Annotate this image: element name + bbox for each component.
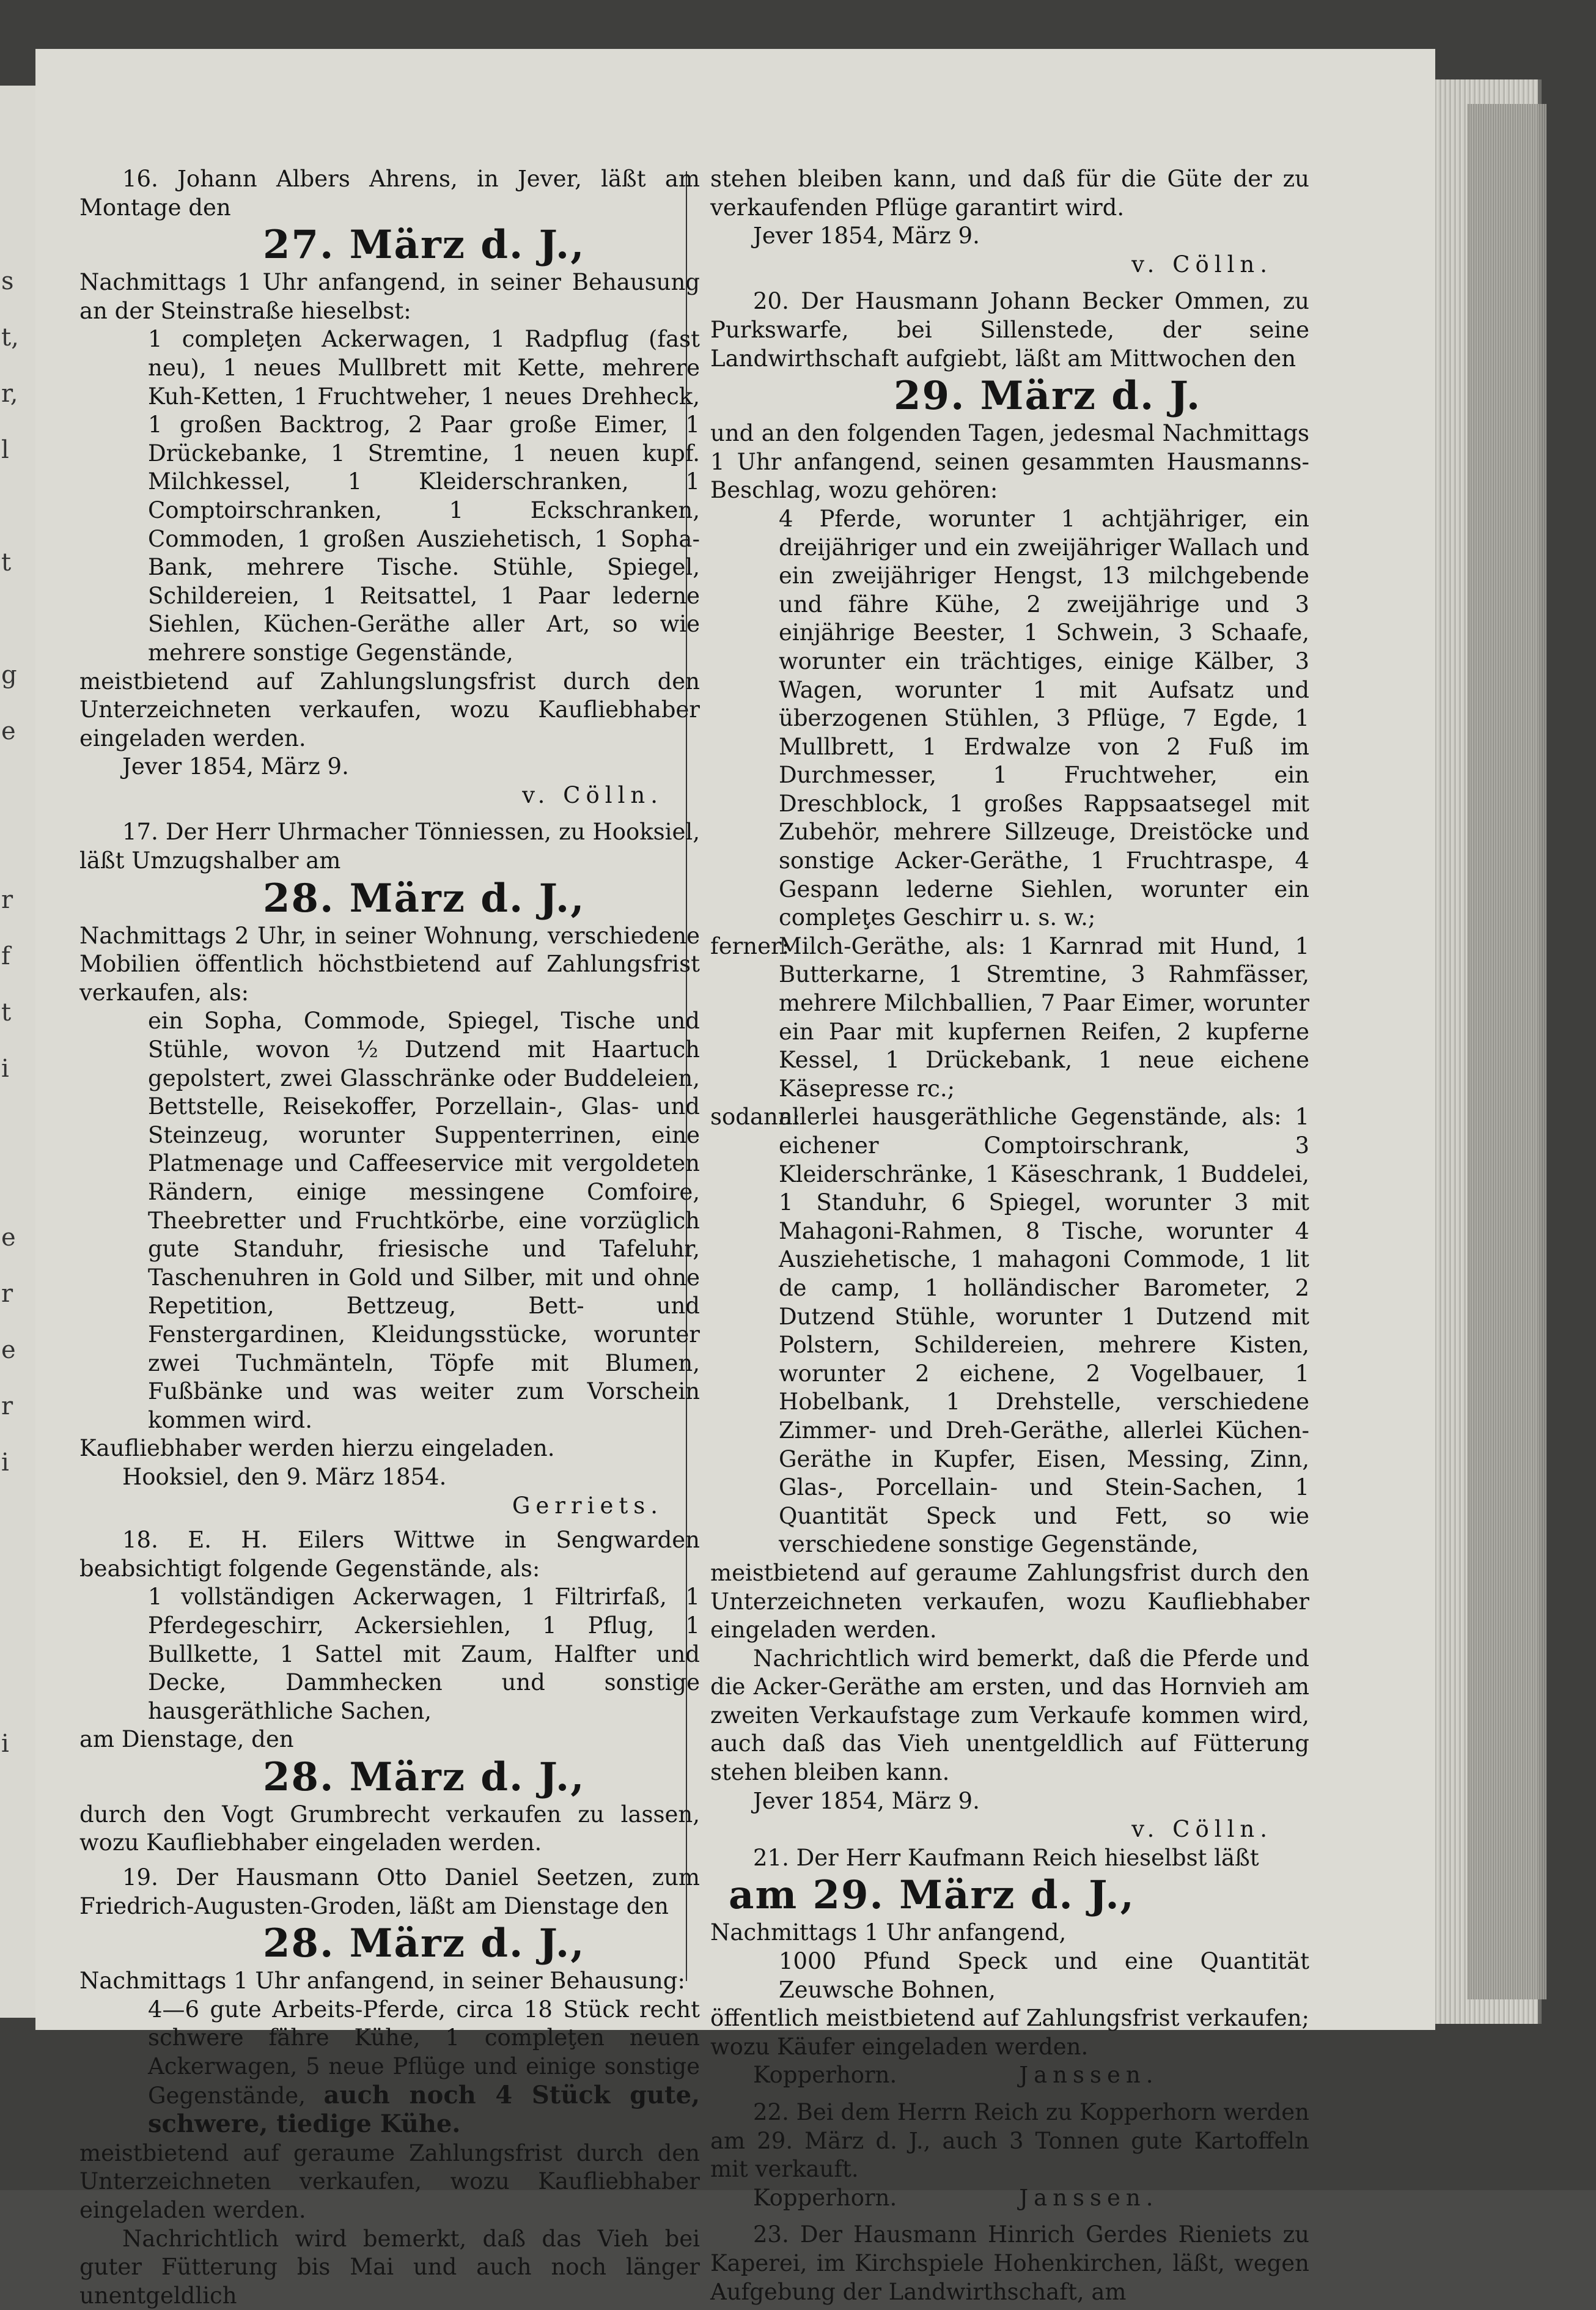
notice-17-body: Nachmittags 2 Uhr, in seiner Wohnung, verschiedene Mobilien öffentlich höchstbietend auf Zahlungsfrist verkaufen, als: bbox=[79, 922, 700, 1006]
notice-21-signature: Janssen. bbox=[1019, 2062, 1159, 2089]
left-page-strip bbox=[0, 86, 35, 2018]
notice-17-signature: Gerriets. bbox=[512, 1492, 663, 1519]
notice-22-place-text: Kopperhorn. bbox=[753, 2184, 897, 2211]
notice-23-text: 23. Der Hausmann Hinrich Gerdes Rieniets zu Kaperei, im Kirchspiele Hohenkirchen, läßt, wegen Aufgebung der Landwirthschaft, am bbox=[710, 2221, 1309, 2305]
notice-20-label-ferner: ferner: bbox=[710, 932, 790, 959]
left-margin-fragment: t bbox=[1, 998, 12, 1027]
left-margin-fragment: r bbox=[1, 1280, 13, 1308]
notice-22-text: 22. Bei dem Herrn Reich zu Kopperhorn werden am 29. März d. J., auch 3 Tonnen gute Kartoffeln mit verkauft. bbox=[710, 2099, 1309, 2183]
notice-21-place bbox=[710, 2061, 1309, 2090]
notice-19-cont-text: stehen bleiben kann, und daß für die Güte der zu verkaufenden Pflüge garantirt wird. bbox=[710, 166, 1309, 221]
notice-17 bbox=[79, 818, 700, 1520]
notice-22-place bbox=[710, 2184, 1309, 2213]
notice-20-date: 29. März d. J. bbox=[894, 373, 1202, 419]
left-margin-fragment: i bbox=[1, 1730, 9, 1758]
left-margin-fragment: t, bbox=[1, 323, 19, 352]
notice-22 bbox=[710, 2098, 1309, 2212]
left-margin-fragments bbox=[1, 263, 32, 1782]
notice-18-pre: am Dienstage, den bbox=[79, 1726, 294, 1753]
notice-19-continued bbox=[710, 165, 1309, 279]
notice-20-note: Nachrichtlich wird bemerkt, daß die Pferde und die Acker-Geräthe am ersten, und das Hornvieh am zweiten Verkaufstage zum Verkaufe kommen wird, auch daß das Vieh unentgeldlich auf Fütterung stehen bleiben kann. bbox=[710, 1645, 1309, 1786]
notice-20-items-3 bbox=[710, 1103, 1309, 1559]
notice-19 bbox=[79, 1864, 700, 2310]
left-margin-fragment bbox=[1, 1557, 32, 1613]
notice-20-items-2 bbox=[710, 932, 1309, 1104]
notice-19-items bbox=[79, 1996, 700, 2139]
notice-20-items-2-text: Milch-Geräthe, als: 1 Karnrad mit Hund, 1 Butterkarne, 1 Stremtine, 3 Rahmfässer, mehrere Milchballien, 7 Paar Eimer, worunter ein Paar mit kupfernen Reifen, 2 kupferne Kessel, 1 Drückebank, 1 neue eichene Käsepresse rc.; bbox=[779, 932, 1309, 1102]
notice-23 bbox=[710, 2221, 1309, 2306]
notice-16-place: Jever 1854, März 9. bbox=[122, 753, 349, 780]
notice-16-tail: meistbietend auf Zahlungslungsfrist durch den Unterzeichneten verkaufen, wozu Kaufliebhaber eingeladen werden. bbox=[79, 668, 700, 751]
left-margin-fragment: i bbox=[1, 1055, 9, 1083]
notice-21-tail: öffentlich meistbietend auf Zahlungsfrist verkaufen; wozu Käufer eingeladen werden. bbox=[710, 2005, 1309, 2060]
notice-17-date: 28. März d. J., bbox=[263, 875, 586, 921]
left-margin-fragment bbox=[1, 600, 32, 657]
notice-16-intro: 16. Johann Albers Ahrens, in Jever, läßt am Montage den bbox=[79, 166, 700, 221]
left-margin-fragment: r bbox=[1, 1392, 13, 1420]
left-margin-fragment: l bbox=[1, 436, 9, 464]
left-margin-fragment bbox=[1, 825, 32, 882]
notice-21-intro: 21. Der Herr Kaufmann Reich hieselbst läßt bbox=[753, 1844, 1259, 1871]
left-margin-fragment: t bbox=[1, 548, 12, 577]
left-margin-fragment: e bbox=[1, 1336, 16, 1364]
left-margin-fragment bbox=[1, 488, 32, 544]
notice-18 bbox=[79, 1526, 700, 1858]
left-column bbox=[79, 165, 700, 2310]
left-margin-fragment: s bbox=[1, 267, 14, 295]
notice-19-body: Nachmittags 1 Uhr anfangend, in seiner Behausung: bbox=[79, 1968, 685, 1994]
notice-19-date: 28. März d. J., bbox=[263, 1921, 586, 1967]
notice-16-body: Nachmittags 1 Uhr anfangend, in seiner Behausung an der Steinstraße hieselbst: bbox=[79, 269, 700, 324]
notice-21 bbox=[710, 1844, 1309, 2090]
left-margin-fragment bbox=[1, 1163, 32, 1219]
left-margin-fragment bbox=[1, 1107, 32, 1163]
left-margin-fragment: i bbox=[1, 1448, 9, 1477]
notice-20-place: Jever 1854, März 9. bbox=[753, 1787, 980, 1814]
notice-17-intro: 17. Der Herr Uhrmacher Tönniessen, zu Hooksiel, läßt Umzugshalber am bbox=[79, 819, 700, 874]
notice-20-items-1: 4 Pferde, worunter 1 achtjähriger, ein dreijähriger und ein zweijähriger Wallach und ein zweijähriger Hengst, 13 milchgebende und fähre Kühe, 2 zweijährige und 3 einjährige Beester, 1 Schwein, 3 Schaafe, worunter ein trächtiges, einige Kälber, 3 Wagen, worunter 1 mit Aufsatz und überzogenen Stühlen, 3 Pflüge, 7 Egde, 1 Mullbrett, 1 Erdwalze von 2 Fuß im Durchmesser, 1 Fruchtweher, ein Dreschblock, 1 großes Rappsaatsegel mit Zubehör, mehrere Sillzeuge, Dreistöcke und sonstige Acker-Geräthe, 1 Fruchtraspe, 4 Gespann lederne Siehlen, worunter ein compleţes Geschirr u. s. w.; bbox=[779, 505, 1309, 931]
notice-21-place-text: Kopperhorn. bbox=[753, 2062, 897, 2089]
notice-20-items-3-text: allerlei hausgeräthliche Gegenstände, als: 1 eichener Comptoirschrank, 3 Kleiderschränke, 1 Käseschrank, 1 Buddelei, 1 Standuhr, 6 Spiegel, worunter 3 mit Mahagoni-Rahmen, 8 Tische, worunter 4 Ausziehetische, 1 mahagoni Commode, 1 lit de camp, 1 holländischer Barometer, 2 Dutzend Stühle, worunter 1 Dutzend mit Polstern, Schildereien, mehrere Kisten, worunter 2 eichene, 2 Vogelbauer, 1 Hobelbank, 1 Drehstelle, verschiedene Zimmer- und Dreh-Geräthe, allerlei Küchen-Geräthe in Kupfer, Eisen, Messing, Zinn, Glas-, Porcellain- und Stein-Sachen, 1 Quantität Speck und Fett, so wie verschiedene sonstige Gegenstände, bbox=[779, 1104, 1309, 1558]
left-margin-fragment: e bbox=[1, 717, 16, 745]
notice-18-tail: durch den Vogt Grumbrecht verkaufen zu lassen, wozu Kaufliebhaber eingeladen werden. bbox=[79, 1801, 700, 1856]
notice-16 bbox=[79, 165, 700, 810]
notice-19-signature: v. Cölln. bbox=[1131, 251, 1273, 278]
notice-16-items: 1 compleţen Ackerwagen, 1 Radpflug (fast neu), 1 neues Mullbrett mit Kette, mehrere Kuh-Ketten, 1 Fruchtweher, 1 neues Drehheck, 1 großen Backtrog, 2 Paar große Eimer, 1 Drückebanke, 1 Stremtine, 1 neuen kupf. Milchkessel, 1 Kleiderschranken, 1 Comptoirschranken, 1 Eckschranken, Commoden, 1 großen Ausziehetisch, 1 Sopha-Bank, mehrere Tische. Stühle, Spiegel, Schildereien, 1 Reitsattel, 1 Paar lederne Siehlen, Küchen-Geräthe aller Art, so wie mehrere sonstige Gegenstände, bbox=[148, 326, 700, 666]
notice-19-items-text: 4—6 gute Arbeits-Pferde, circa 18 Stück recht schwere fähre Kühe, 1 compleţen neuen Ackerwagen, 5 neue Pflüge und einige sonstige Gegenstände, bbox=[148, 1996, 700, 2109]
notice-18-intro: 18. E. H. Eilers Wittwe in Sengwarden beabsichtigt folgende Gegenstände, als: bbox=[79, 1527, 700, 1582]
notice-20-tail: meistbietend auf geraume Zahlungsfrist durch den Unterzeichneten verkaufen, wozu Kaufliebhaber eingeladen werden. bbox=[710, 1559, 1309, 1644]
notice-17-tail: Kaufliebhaber werden hierzu eingeladen. bbox=[79, 1435, 555, 1462]
left-margin-fragment: g bbox=[1, 661, 17, 689]
right-column bbox=[710, 165, 1309, 2306]
left-margin-fragment: e bbox=[1, 1223, 16, 1252]
notice-20-signature: v. Cölln. bbox=[1131, 1816, 1273, 1843]
left-margin-fragment: r bbox=[1, 886, 13, 914]
notice-19-intro: 19. Der Hausmann Otto Daniel Seetzen, zum Friedrich-Augusten-Groden, läßt am Dienstage den bbox=[79, 1864, 700, 1919]
notice-21-date: am 29. März d. J., bbox=[729, 1872, 1135, 1919]
notice-21-body: Nachmittags 1 Uhr anfangend, bbox=[710, 1919, 1067, 1946]
notice-16-date: 27. März d. J., bbox=[263, 222, 586, 268]
notice-17-items: ein Sopha, Commode, Spiegel, Tische und Stühle, wovon ½ Dutzend mit Haartuch gepolstert, zwei Glasschränke oder Buddeleien, Bettstelle, Reisekoffer, Porzellain-, Glas- und Steinzeug, worunter Suppenterrinen, eine Platmenage und Caffeeservice mit vergoldeten Rändern, einige messingene Comfoire, Theebretter und Fruchtkörbe, eine vorzüglich gute Standuhr, friesische und Tafeluhr, Taschenuhren in Gold und Silber, mit und ohne Repetition, Bettzeug, Bett- und Fenstergardinen, Kleidungsstücke, worunter zwei Tuchmänteln, Töpfe mit Blumen, Fußbänke und was weiter zum Vorschein kommen wird. bbox=[148, 1008, 700, 1433]
notice-19-cont-place: Jever 1854, März 9. bbox=[753, 223, 980, 249]
notice-22-signature: Janssen. bbox=[1019, 2184, 1159, 2211]
notice-20-label-sodann: sodann: bbox=[710, 1104, 801, 1131]
left-margin-fragment bbox=[1, 769, 32, 825]
notice-20 bbox=[710, 287, 1309, 1843]
left-margin-fragment: r, bbox=[1, 380, 18, 408]
left-margin-fragment bbox=[1, 1669, 32, 1725]
left-margin-fragment bbox=[1, 1500, 32, 1557]
notice-19-note: Nachrichtlich wird bemerkt, daß das Vieh bei guter Fütterung bis Mai und auch noch länger unentgeldlich bbox=[79, 2225, 700, 2309]
notice-18-items: 1 vollständigen Ackerwagen, 1 Filtrirfaß, 1 Pferdegeschirr, Ackersiehlen, 1 Pflug, 1 Bullkette, 1 Sattel mit Zaum, Halfter und Decke, Dammhecken und sonstige hausgeräthliche Sachen, bbox=[148, 1584, 700, 1724]
left-margin-fragment: f bbox=[1, 942, 10, 970]
notice-18-date: 28. März d. J., bbox=[263, 1754, 586, 1800]
notice-17-place: Hooksiel, den 9. März 1854. bbox=[122, 1463, 447, 1490]
notice-19-items-bold: auch noch 4 Stück gute, schwere, tiedige Kühe. bbox=[148, 2080, 700, 2139]
notice-16-signature: v. Cölln. bbox=[522, 781, 663, 808]
notice-20-body: und an den folgenden Tagen, jedesmal Nachmittags 1 Uhr anfangend, seinen gesammten Hausmanns-Beschlag, wozu gehören: bbox=[710, 420, 1309, 504]
notice-20-intro: 20. Der Hausmann Johann Becker Ommen, zu Purkswarfe, bei Sillenstede, der seine Landwirthschaft aufgiebt, läßt am Mittwochen den bbox=[710, 288, 1309, 372]
notice-21-items: 1000 Pfund Speck und eine Quantität Zeuwsche Bohnen, bbox=[779, 1948, 1309, 2003]
left-margin-fragment bbox=[1, 1613, 32, 1669]
notice-19-tail: meistbietend auf geraume Zahlungsfrist durch den Unterzeichneten verkaufen, wozu Kaufliebhaber eingeladen werden. bbox=[79, 2139, 700, 2223]
page-edge-shadow bbox=[1467, 104, 1546, 1999]
